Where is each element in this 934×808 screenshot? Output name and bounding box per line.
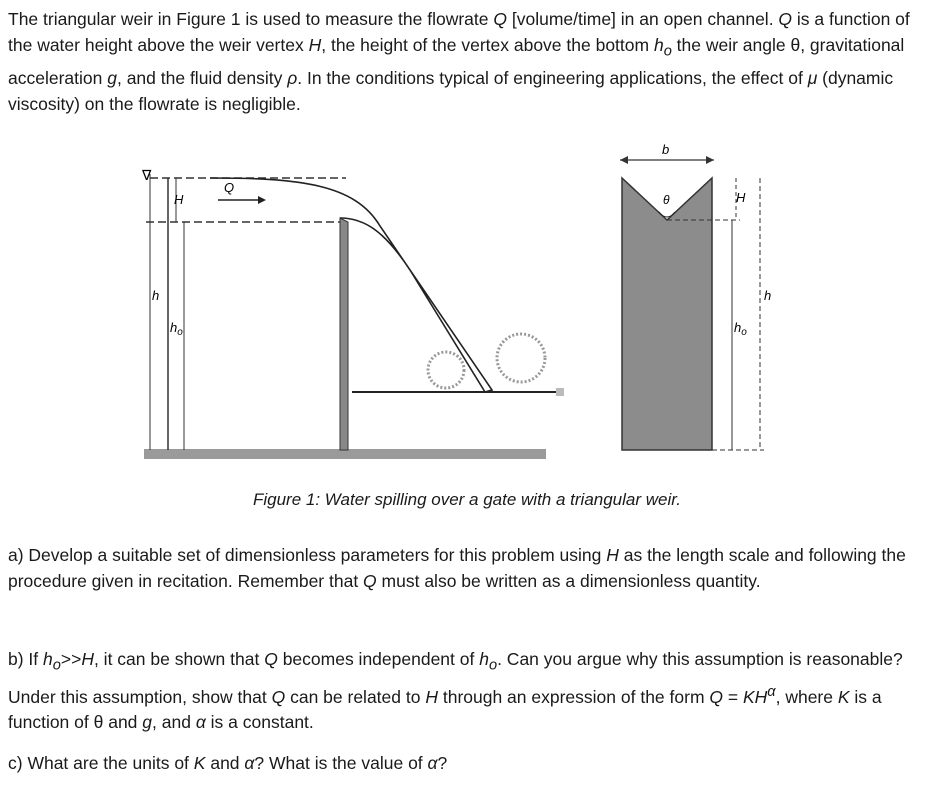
weir-figure — [140, 140, 780, 480]
downstream-floor-end — [556, 388, 564, 396]
surface-marker: ∇ — [142, 167, 152, 183]
gate-plate — [340, 218, 348, 450]
intro-paragraph: The triangular weir in Figure 1 is used to measure the flowrate Q [volume/time] in an open channel. Q is a function of the water height above the weir vertex H, the height of the vertex above the bottom $h_o$ the weir angle θ, gravitational acceleration g, and the fluid density ρ. In the conditions typical of engineering applications, the effect of μ (dynamic viscosity) on the flowrate is negligible. — [8, 9, 910, 114]
eddy-left — [428, 352, 464, 388]
label-h0-left: $h_o$ — [170, 320, 183, 338]
water-nappe — [210, 178, 492, 392]
figure-caption: Figure 1: Water spilling over a gate with a triangular weir. — [252, 490, 682, 509]
part-a: a) Develop a suitable set of dimensionless parameters for this problem using H as the length scale and following the procedure given in recitation. Remember that Q must also be written as a dimensionless quantity. — [8, 545, 906, 591]
weir-plate — [622, 178, 712, 450]
label-h0-right: $h_o$ — [734, 320, 747, 338]
part-b: b) If $h_o>>H$, it can be shown that Q becomes independent of $h_o$. Can you argue why this assumption is reasonable? Under this assumption, show that Q can be related to H through an expression of the form $Q = KH^\alpha$, where K is a function of θ and g, and α is a constant. — [8, 649, 903, 733]
label-b: b — [662, 142, 670, 157]
weir-diagram — [140, 140, 780, 480]
label-theta: θ — [663, 193, 670, 207]
label-H-left: H — [174, 192, 184, 207]
label-h-left: h — [152, 288, 160, 303]
label-H-right: H — [736, 190, 746, 205]
label-h-right: h — [764, 288, 772, 303]
eddy-right — [497, 334, 545, 382]
b-arrow-left — [620, 156, 628, 164]
flow-arrowhead — [258, 196, 266, 204]
part-c: c) What are the units of K and α? What is the value of α? — [8, 753, 448, 773]
label-Q: Q — [224, 180, 235, 195]
b-arrow-right — [706, 156, 714, 164]
